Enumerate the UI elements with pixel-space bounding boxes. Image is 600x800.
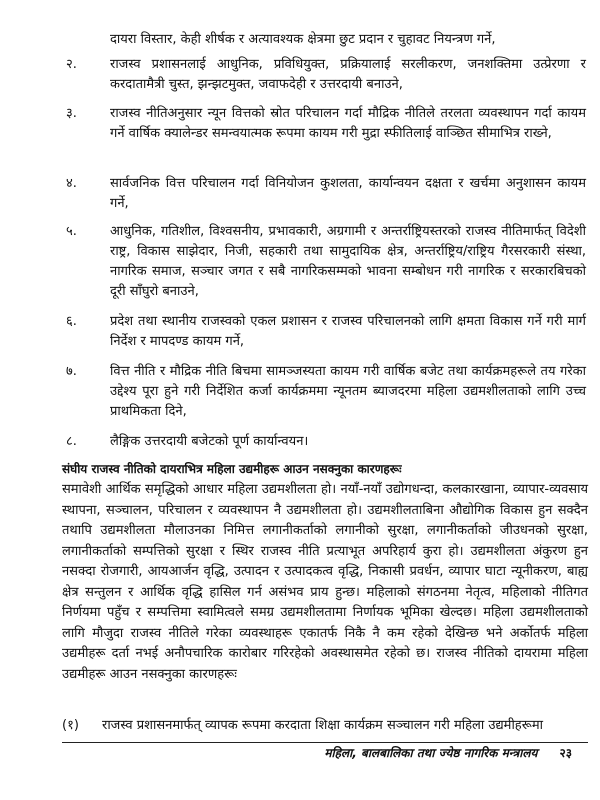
list-item-text: प्रदेश तथा स्थानीय राजस्वको एकल प्रशासन र राजस्व परिचालनको लागि क्षमता विकास गर्ने गरी मार्ग निर्देश र मापदण्ड कायम गर्ने, — [110, 314, 586, 349]
list-item-text: सार्वजनिक वित्त परिचालन गर्दा विनियोजन कुशलता, कार्यान्वयन दक्षता र खर्चमा अनुशासन कायम गर्ने, — [110, 176, 586, 211]
list-item-text: राजस्व प्रशासनमार्फत् व्यापक रूपमा करदाता शिक्षा कार्यक्रम सञ्चालन गरी महिला उद्यमीहरूमा — [102, 718, 543, 733]
list-item-text: लैङ्गिक उत्तरदायी बजेटको पूर्ण कार्यान्वयन। — [110, 434, 309, 449]
section-heading: संघीय राजस्व नीतिको दायराभित्र महिला उद्यमीहरू आउन नसक्नुका कारणहरूः — [62, 462, 402, 476]
list-item-number: २. — [66, 57, 77, 72]
list-item-number: ४. — [66, 176, 77, 191]
list-item-4 — [66, 174, 586, 214]
list-item-number: ५. — [66, 224, 77, 239]
list-item-2 — [66, 55, 586, 95]
page-number: २३ — [559, 746, 572, 760]
list-item-8 — [66, 432, 586, 452]
footer-ministry: महिला, बालबालिका तथा ज्येष्ठ नागरिक मन्त्रालय — [324, 746, 538, 760]
list-item-number: (१) — [62, 718, 79, 733]
list-item-7 — [66, 362, 586, 422]
list-item-number: ८. — [66, 434, 77, 449]
list-item-text: राजस्व नीतिअनुसार न्यून वित्तको स्रोत परिचालन गर्दा मौद्रिक नीतिले तरलता व्यवस्थापन गर्दा कायम गर्ने वार्षिक क्यालेन्डर समन्वयात्मक रूपमा कायम गरी मुद्रा स्फीतिलाई वाञ्छित सीमाभित्र राख्ने, — [110, 106, 586, 141]
page-footer — [324, 744, 572, 761]
list-item-number: ३. — [66, 106, 77, 121]
intro-continuation: दायरा विस्तार, केही शीर्षक र अत्यावश्यक क्षेत्रमा छुट प्रदान र चुहावट नियन्त्रण गर्ने, — [110, 32, 496, 47]
list-item-text: राजस्व प्रशासनलाई आधुनिक, प्रविधियुक्त, प्रक्रियालाई सरलीकरण, जनशक्तिमा उत्प्रेरणा र करदातामैत्री चुस्त, झन्झटमुक्त, जवाफदेही र उत्तरदायी बनाउने, — [110, 57, 586, 92]
list-item-3 — [66, 104, 586, 144]
list-item-number: ६. — [66, 314, 77, 329]
numbered-item-1 — [62, 716, 588, 736]
list-item-text: आधुनिक, गतिशील, विश्वसनीय, प्रभावकारी, अग्रगामी र अन्तर्राष्ट्रियस्तरको राजस्व नीतिमार्फत् विदेशी राष्ट्र, विकास साझेदार, निजी, सहकारी तथा सामुदायिक क्षेत्र, अन्तर्राष्ट्रिय/राष्ट्रिय गैरसरकारी संस्था, नागरिक समाज, सञ्चार जगत र सबै नागरिकसम्मको भावना सम्बोधन गरी नागरिक र सरकारबिचको दूरी साँघुरो बनाउने, — [110, 224, 586, 299]
list-item-number: ७. — [66, 364, 77, 379]
list-item-5 — [66, 222, 586, 302]
list-item-text: वित्त नीति र मौद्रिक नीति बिचमा सामञ्जस्यता कायम गरी वार्षिक बजेट तथा कार्यक्रमहरूले तय गरेका उद्देश्य पूरा हुने गरी निर्देशित कर्जा कार्यक्रममा न्यूनतम ब्याजदरमा महिला उद्यमशीलताको लागि उच्च प्राथमिकता दिने, — [110, 364, 586, 419]
list-item-6 — [66, 312, 586, 352]
section-paragraph: समावेशी आर्थिक समृद्धिको आधार महिला उद्यमशीलता हो। नयाँ-नयाँ उद्योगधन्दा, कलकारखाना, व्यापार-व्यवसाय स्थापना, सञ्चालन, परिचालन र व्यवस्थापन नै उद्यमशीलता हो। उद्यमशीलताबिना औद्योगिक विकास हुन सक्दैन तथापि उद्यमशीलता मौलाउनका निमित्त लगानीकर्ताको लगानीको सुरक्षा, लगानीकर्ताको जीउधनको सुरक्षा, लगानीकर्ताको सम्पत्तिको सुरक्षा र स्थिर राजस्व नीति प्रत्याभूत अपरिहार्य कुरा हो। उद्यमशीलता अंकुरण हुन नसक्दा रोजगारी, आयआर्जन वृद्धि, उत्पादन र उत्पादकत्व वृद्धि, निकासी प्रवर्धन, व्यापार घाटा न्यूनीकरण, बाह्य क्षेत्र सन्तुलन र आर्थिक वृद्धि हासिल गर्न असंभव प्राय हुन्छ। महिलाको संगठनमा नेतृत्व, महिलाको नीतिगत निर्णयमा पहुँच र सम्पत्तिमा स्वामित्वले समग्र उद्यमशीलतामा निर्णायक भूमिका खेल्दछ। महिला उद्यमशीलताको लागि मौजुदा राजस्व नीतिले गरेका व्यवस्थाहरू एकातर्फ निकै नै कम रहेको देखिन्छ भने अर्कोतर्फ महिला उद्यमीहरू दर्ता नभई अनौपचारिक कारोबार गरिरहेको अवस्थासमेत रहेको छ। राजस्व नीतिको दायरामा महिला उद्यमीहरू आउन नसक्नुका कारणहरूः — [62, 482, 588, 682]
footer-divider — [62, 742, 588, 743]
